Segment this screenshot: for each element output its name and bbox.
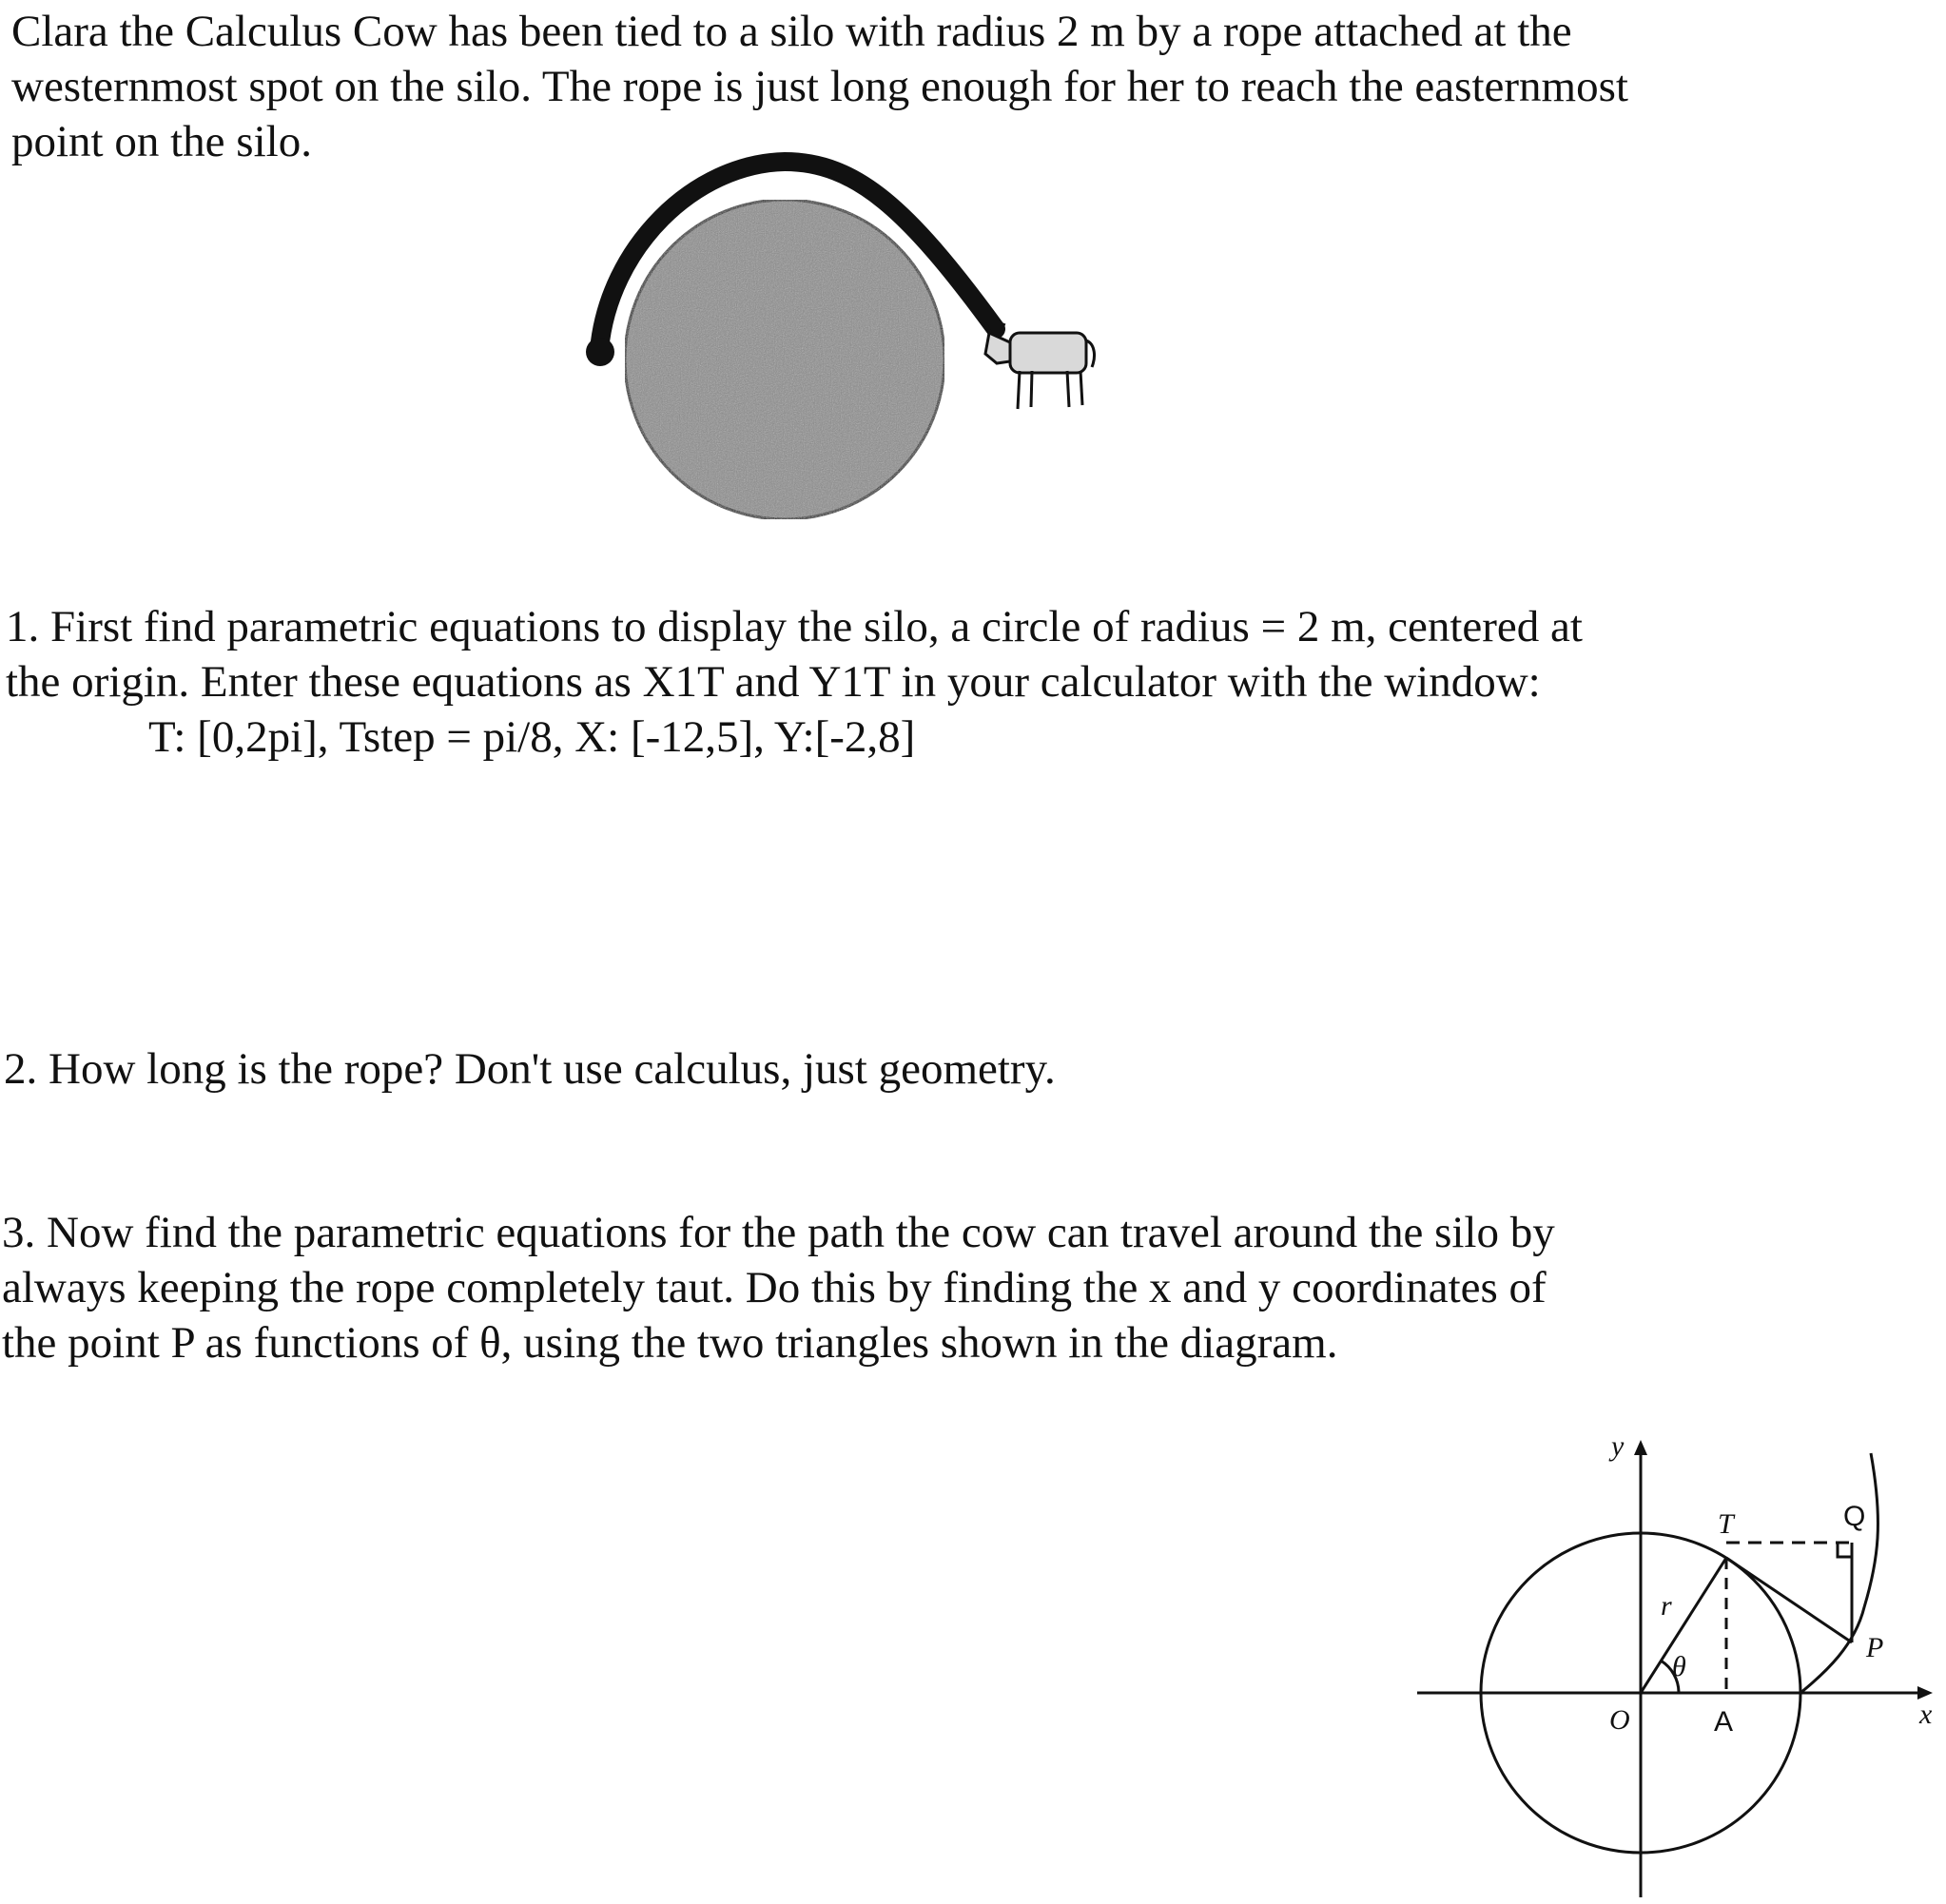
tangent-line bbox=[1726, 1558, 1852, 1642]
intro-line-2: westernmost spot on the silo. The rope is just long enough for her to reach the easternmost bbox=[11, 62, 1628, 111]
question-3 bbox=[2, 1205, 1555, 1370]
label-r: r bbox=[1661, 1590, 1672, 1622]
intro-line-3: point on the silo. bbox=[11, 117, 312, 166]
involute-diagram bbox=[1408, 1427, 1940, 1902]
silo-circle bbox=[625, 200, 944, 519]
label-a: A bbox=[1714, 1706, 1734, 1738]
label-x: x bbox=[1919, 1699, 1933, 1730]
calculator-window-line: T: [0,2pi], Tstep = pi/8, X: [-12,5], Y:[-2,8] bbox=[148, 712, 916, 762]
label-q: Q bbox=[1843, 1501, 1866, 1532]
label-y: y bbox=[1611, 1430, 1625, 1462]
rope-anchor bbox=[586, 338, 614, 366]
question-2 bbox=[4, 1041, 1056, 1097]
right-angle-q bbox=[1838, 1543, 1852, 1557]
intro-line-1: Clara the Calculus Cow has been tied to a silo with radius 2 m by a rope attached at the bbox=[11, 7, 1572, 56]
question-3-line-3: the point P as functions of θ, using the two triangles shown in the diagram. bbox=[2, 1318, 1338, 1368]
silo-cow-illustration bbox=[571, 143, 1113, 561]
question-2-line-1: 2. How long is the rope? Don't use calculus, just geometry. bbox=[4, 1044, 1056, 1094]
question-1-line-2: the origin. Enter these equations as X1T and Y1T in your calculator with the window: bbox=[6, 657, 1541, 707]
label-p: P bbox=[1866, 1632, 1884, 1663]
x-arrow-icon bbox=[1917, 1686, 1933, 1700]
question-3-line-2: always keeping the rope completely taut. Do this by finding the x and y coordinates of bbox=[2, 1263, 1547, 1312]
label-t: T bbox=[1718, 1508, 1734, 1540]
question-3-line-1: 3. Now find the parametric equations for the path the cow can travel around the silo by bbox=[2, 1208, 1555, 1257]
y-arrow-icon bbox=[1634, 1440, 1647, 1455]
question-1 bbox=[6, 599, 1583, 765]
label-theta: θ bbox=[1672, 1651, 1686, 1682]
label-o: O bbox=[1609, 1704, 1630, 1736]
question-1-line-1: 1. First find parametric equations to display the silo, a circle of radius = 2 m, centered at bbox=[6, 602, 1583, 651]
